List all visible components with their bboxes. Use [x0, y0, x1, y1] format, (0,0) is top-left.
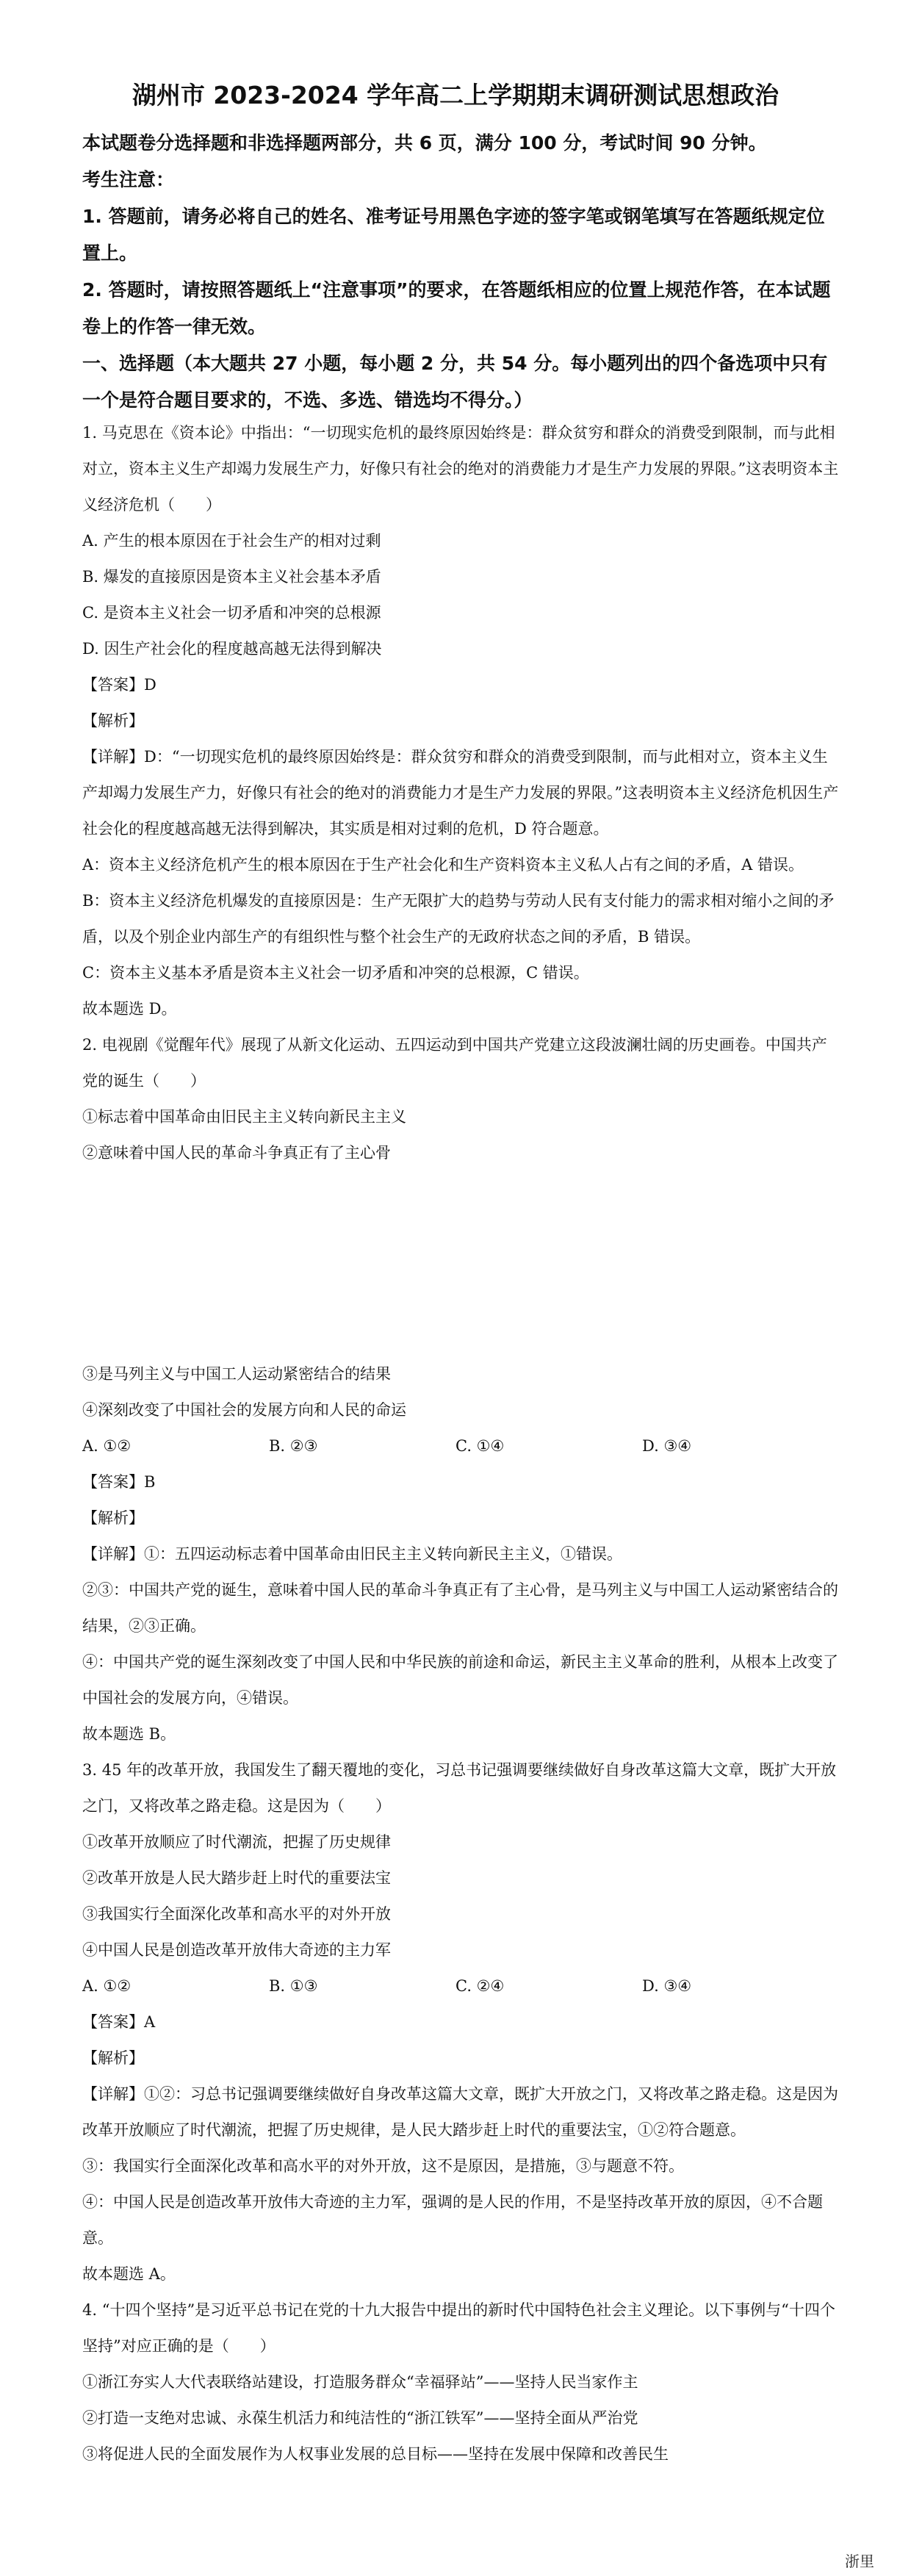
- question-1-option-b: B. 爆发的直接原因是资本主义社会基本矛盾: [82, 568, 381, 586]
- question-2-analysis-1: 【详解】①：五四运动标志着中国革命由旧民主主义转向新民主主义，①错误。: [82, 1545, 622, 1563]
- question-1-option-d: D. 因生产社会化的程度越高越无法得到解决: [82, 640, 382, 658]
- question-2-choice-a: A. ①②: [82, 1437, 132, 1455]
- notice-item-1: 1. 答题前，请务必将自己的姓名、准考证号用黑色字迹的签字笔或钢笔填写在答题纸规定位置上。: [82, 206, 825, 264]
- question-2-choice-b: B. ②③: [269, 1437, 318, 1455]
- exam-info: 本试题卷分选择题和非选择题两部分，共 6 页，满分 100 分，考试时间 90 分钟。: [82, 132, 767, 154]
- question-3-choice-c: C. ②④: [455, 1977, 505, 1995]
- question-4-item-2: ②打造一支绝对忠诚、永葆生机活力和纯洁性的“浙江铁军”——坚持全面从严治党: [82, 2409, 638, 2427]
- question-2-conclusion: 故本题选 B。: [82, 1725, 176, 1743]
- question-2-analysis-label: 【解析】: [82, 1509, 144, 1527]
- section-heading: 一、选择题（本大题共 27 小题，每小题 2 分，共 54 分。每小题列出的四个备选项中只有一个是符合题目要求的，不选、多选、错选均不得分。）: [82, 353, 828, 411]
- question-3-item-4: ④中国人民是创造改革开放伟大奇迹的主力军: [82, 1941, 391, 1959]
- page-footer: 浙里: [845, 2552, 874, 2570]
- question-1-answer: 【答案】D: [82, 676, 156, 694]
- question-2-analysis-4: ④：中国共产党的诞生深刻改变了中国人民和中华民族的前途和命运，新民主主义革命的胜利，从根本上改变了中国社会的发展方向，④错误。: [82, 1653, 838, 1707]
- question-1-analysis-label: 【解析】: [82, 712, 144, 730]
- question-3-answer: 【答案】A: [82, 2013, 156, 2031]
- question-3-conclusion: 故本题选 A。: [82, 2265, 176, 2283]
- question-2-choice-c: C. ①④: [455, 1437, 505, 1455]
- question-4-item-1: ①浙江夯实人大代表联络站建设，打造服务群众“幸福驿站”——坚持人民当家作主: [82, 2373, 638, 2391]
- question-1-analysis-a: A：资本主义经济危机产生的根本原因在于生产社会化和生产资料资本主义私人占有之间的矛盾，A 错误。: [82, 856, 804, 874]
- question-2-choices: [82, 1428, 839, 1464]
- question-3-analysis-3: ③：我国实行全面深化改革和高水平的对外开放，这不是原因，是措施，③与题意不符。: [82, 2157, 684, 2175]
- question-2-stem: 2. 电视剧《觉醒年代》展现了从新文化运动、五四运动到中国共产党建立这段波澜壮阔的历史画卷。中国共产党的诞生（ ）: [82, 1036, 827, 1090]
- question-2-item-3: ③是马列主义与中国工人运动紧密结合的结果: [82, 1365, 391, 1383]
- question-2-item-2: ②意味着中国人民的革命斗争真正有了主心骨: [82, 1144, 391, 1162]
- question-2-answer: 【答案】B: [82, 1473, 156, 1491]
- question-1-option-c: C. 是资本主义社会一切矛盾和冲突的总根源: [82, 604, 381, 622]
- document-title: 湖州市 2023-2024 学年高二上学期期末调研测试思想政治: [132, 81, 779, 109]
- question-3-stem: 3. 45 年的改革开放，我国发生了翻天覆地的变化，习总书记强调要继续做好自身改革这篇大文章，既扩大开放之门，又将改革之路走稳。这是因为（ ）: [82, 1761, 837, 1815]
- question-3-item-3: ③我国实行全面深化改革和高水平的对外开放: [82, 1905, 391, 1923]
- question-1-conclusion: 故本题选 D。: [82, 1000, 177, 1018]
- question-3-item-1: ①改革开放顺应了时代潮流，把握了历史规律: [82, 1833, 391, 1851]
- question-2-choice-d: D. ③④: [642, 1437, 692, 1455]
- question-3-choice-b: B. ①③: [269, 1977, 318, 1995]
- question-1-analysis-d: 【详解】D：“一切现实危机的最终原因始终是：群众贫穷和群众的消费受到限制，而与此相对立，资本主义生产却竭力发展生产力，好像只有社会的绝对的消费能力才是生产力发展的界限。”这表明资本主义经济危机因生产社会化的程度越高越无法得到解决，其实质是相对过剩的危机，D 符合题意。: [82, 748, 839, 838]
- question-2-item-1: ①标志着中国革命由旧民主主义转向新民主主义: [82, 1108, 406, 1126]
- question-3-analysis-label: 【解析】: [82, 2049, 144, 2067]
- question-3-analysis-4: ④：中国人民是创造改革开放伟大奇迹的主力军，强调的是人民的作用，不是坚持改革开放的原因，④不合题意。: [82, 2193, 823, 2247]
- question-3-choice-a: A. ①②: [82, 1977, 132, 1995]
- question-3-analysis-12: 【详解】①②：习总书记强调要继续做好自身改革这篇大文章，既扩大开放之门，又将改革之路走稳。这是因为改革开放顺应了时代潮流，把握了历史规律，是人民大踏步赶上时代的重要法宝，①②符合题意。: [82, 2085, 838, 2139]
- question-1-analysis-c: C：资本主义基本矛盾是资本主义社会一切矛盾和冲突的总根源，C 错误。: [82, 964, 589, 982]
- question-3-choice-d: D. ③④: [642, 1977, 692, 1995]
- question-2-analysis-23: ②③：中国共产党的诞生，意味着中国人民的革命斗争真正有了主心骨，是马列主义与中国工人运动紧密结合的结果，②③正确。: [82, 1581, 838, 1635]
- question-2-item-4: ④深刻改变了中国社会的发展方向和人民的命运: [82, 1401, 406, 1419]
- question-4-item-3: ③将促进人民的全面发展作为人权事业发展的总目标——坚持在发展中保障和改善民生: [82, 2445, 669, 2463]
- question-4-stem: 4. “十四个坚持”是习近平总书记在党的十九大报告中提出的新时代中国特色社会主义理论。以下事例与“十四个坚持”对应正确的是（ ）: [82, 2301, 835, 2355]
- question-3-item-2: ②改革开放是人民大踏步赶上时代的重要法宝: [82, 1869, 391, 1887]
- question-1-stem: 1. 马克思在《资本论》中指出：“一切现实危机的最终原因始终是：群众贫穷和群众的消费受到限制，而与此相对立，资本主义生产却竭力发展生产力，好像只有社会的绝对的消费能力才是生产力发展的界限。”这表明资本主义经济危机（ ）: [82, 424, 839, 514]
- notice-heading: 考生注意：: [82, 169, 175, 190]
- question-1-option-a: A. 产生的根本原因在于社会生产的相对过剩: [82, 532, 381, 550]
- question-1-analysis-b: B：资本主义经济危机爆发的直接原因是：生产无限扩大的趋势与劳动人民有支付能力的需求相对缩小之间的矛盾，以及个别企业内部生产的有组织性与整个社会生产的无政府状态之间的矛盾，B 错误。: [82, 892, 835, 946]
- question-3-choices: [82, 1968, 839, 2004]
- notice-item-2: 2. 答题时，请按照答题纸上“注意事项”的要求，在答题纸相应的位置上规范作答，在本试题卷上的作答一律无效。: [82, 279, 831, 337]
